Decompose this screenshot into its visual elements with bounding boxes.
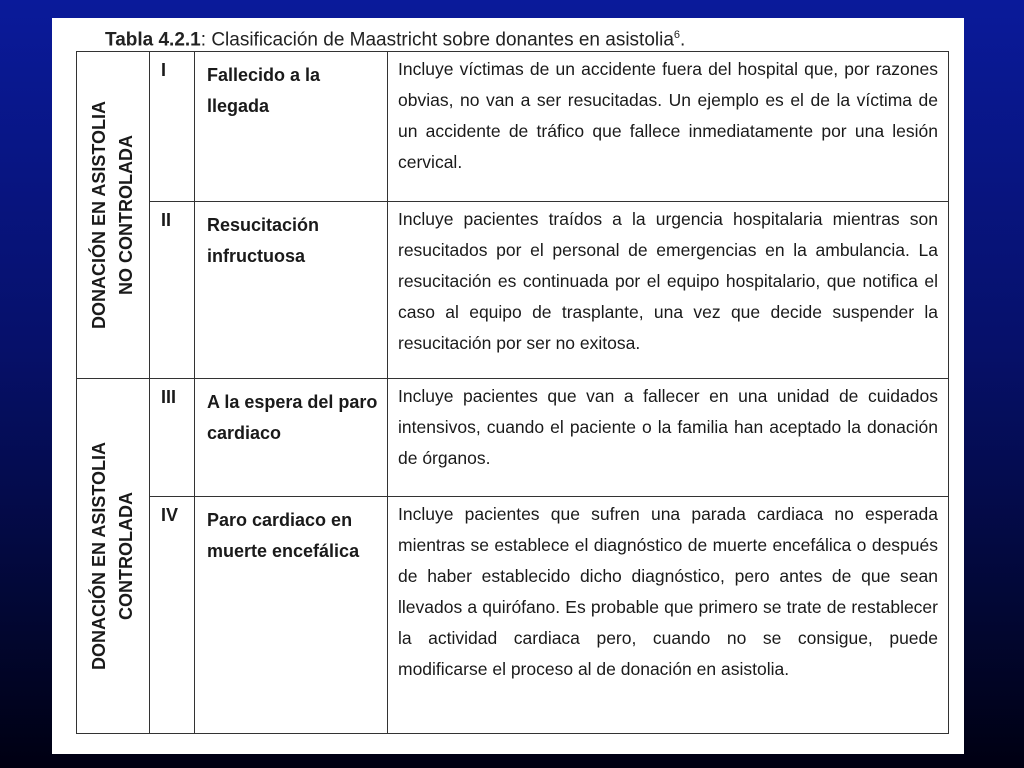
table-row xyxy=(77,497,949,734)
category-name: Resucitación infructuosa xyxy=(195,202,388,379)
category-number: I xyxy=(150,52,195,202)
group-label xyxy=(86,101,140,329)
category-description: Incluye pacientes que van a fallecer en una unidad de cuidados intensivos, cuando el paciente o la familia han aceptado la donación de órganos. xyxy=(388,379,949,497)
category-description: Incluye víctimas de un accidente fuera del hospital que, por razones obvias, no van a ser resucitadas. Un ejemplo es el de la víctima de un accidente de tráfico que fallece inmediatamente por una lesión cervical. xyxy=(388,52,949,202)
slide-sheet xyxy=(52,18,964,754)
caption-end: . xyxy=(680,29,686,51)
caption-label: Tabla 4.2.1 xyxy=(105,29,201,51)
group-label-line2: CONTROLADA xyxy=(116,492,136,621)
caption-superscript: 6 xyxy=(673,29,681,41)
group-label-line2: NO CONTROLADA xyxy=(116,135,136,296)
group-cell-controlada xyxy=(77,379,150,734)
group-cell-no-controlada xyxy=(77,52,150,379)
caption-text: : Clasificación de Maastricht sobre donantes en asistolia xyxy=(200,29,674,51)
table-row xyxy=(77,52,949,202)
category-description: Incluye pacientes que sufren una parada cardiaca no esperada mientras se establece el diagnóstico de muerte encefálica o después de haber establecido dicho diagnóstico, pero antes de que sean llevados a quirófano. Es probable que primero se trate de restablecer la actividad cardiaca pero, cuando no se consigue, puede modificarse el proceso al de donación en asistolia. xyxy=(388,497,949,734)
category-name: A la espera del paro cardiaco xyxy=(195,379,388,497)
category-name: Fallecido a la llegada xyxy=(195,52,388,202)
maastricht-table xyxy=(76,51,949,734)
table-row xyxy=(77,379,949,497)
category-name: Paro cardiaco en muerte encefálica xyxy=(195,497,388,734)
table-caption xyxy=(105,22,686,51)
category-number: III xyxy=(150,379,195,497)
category-description: Incluye pacientes traídos a la urgencia hospitalaria mientras son resucitados por el personal de emergencias en la ambulancia. La resucitación es continuada por el equipo hospitalario, que notifica el caso al equipo de trasplante, una vez que decide suspender la resucitación por ser no exitosa. xyxy=(388,202,949,379)
group-label xyxy=(86,442,140,670)
category-number: II xyxy=(150,202,195,379)
group-label-line1: DONACIÓN EN ASISTOLIA xyxy=(89,100,109,330)
group-label-line1: DONACIÓN EN ASISTOLIA xyxy=(89,441,109,671)
table-row xyxy=(77,202,949,379)
category-number: IV xyxy=(150,497,195,734)
